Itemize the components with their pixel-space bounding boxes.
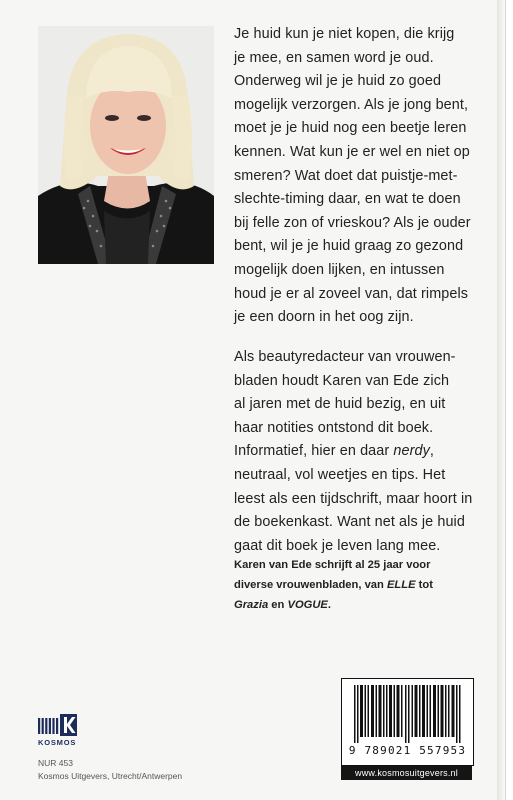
isbn-number: 9 789021 557953: [348, 744, 467, 757]
publisher-name: Kosmos Uitgevers, Utrecht/Antwerpen: [38, 771, 183, 781]
bio-emphasis: VOGUE: [287, 599, 328, 611]
bio-text: .: [327, 599, 332, 611]
blurb-line: neutraal, vol weetjes en tips. Het: [234, 466, 446, 483]
blurb-line: bij felle zon of vrieskou? Als je ouder: [234, 214, 471, 231]
blurb-line: smeren? Wat doet dat puistje-met-: [234, 167, 458, 184]
author-bio: [234, 555, 484, 615]
bio-line: Karen van Ede schrijft al 25 jaar voor: [234, 559, 431, 571]
blurb-line: Als beautyredacteur van vrouwen-: [234, 349, 456, 365]
blurb-paragraph-1: [234, 23, 484, 330]
bio-line: [234, 595, 484, 615]
blurb-text: Informatief, hier en daar: [234, 443, 394, 460]
isbn-barcode: [341, 678, 474, 766]
kosmos-logo: [38, 714, 88, 750]
blurb-line: al jaren met de huid bezig, en uit: [234, 396, 446, 413]
blurb-line: je een doorn in het oog zijn.: [234, 309, 414, 326]
blurb-line: Je huid kun je niet kopen, die krijg: [234, 26, 455, 42]
blurb-line: mogelijk doen lijken, en intussen: [234, 261, 445, 278]
bio-text: tot: [415, 579, 433, 591]
bio-text: en: [268, 599, 288, 611]
cover-edge: [497, 0, 505, 800]
publisher-url: www.kosmosuitgevers.nl: [341, 766, 472, 780]
author-photo: [38, 26, 214, 264]
blurb-line: houd je er al zoveel van, dat rimpels: [234, 285, 469, 302]
blurb-line: de boekenkast. Want net als je huid: [234, 514, 465, 531]
blurb-emphasis: nerdy: [393, 443, 430, 460]
blurb-line: kennen. Wat kun je er wel en niet op: [234, 143, 470, 160]
bio-line: [234, 575, 484, 595]
blurb-text: ,: [429, 443, 434, 460]
blurb-line: je mee, en samen word je oud.: [234, 49, 434, 66]
blurb-line: haar notities ontstond dit boek.: [234, 419, 434, 436]
barcode-bars: [348, 685, 467, 743]
bio-text: diverse vrouwenbladen, van: [234, 579, 387, 591]
nur-code: NUR 453: [38, 758, 73, 768]
blurb-line: bent, wil je je huid graag zo gezond: [234, 238, 464, 255]
bio-emphasis: ELLE: [386, 579, 416, 591]
blurb-line: slechte-timing daar, en wat te doen: [234, 191, 461, 208]
blurb-line: leest als een tijdschrift, maar hoort in: [234, 490, 473, 507]
logo-wordmark: KOSMOS: [38, 738, 77, 747]
blurb-paragraph-2: [234, 346, 484, 558]
blurb-line: bladen houdt Karen van Ede zich: [234, 372, 450, 389]
blurb-line: moet je je huid nog een beetje leren: [234, 120, 467, 137]
kosmos-logo-icon: [38, 714, 78, 736]
blurb-line: gaat dit boek je leven lang mee.: [234, 537, 441, 554]
blurb-line: mogelijk verzorgen. Als je jong bent,: [234, 96, 469, 113]
blurb-line: Onderweg wil je je huid zo goed: [234, 73, 442, 90]
bio-emphasis: Grazia: [234, 599, 269, 611]
blurb-line: [234, 440, 484, 464]
